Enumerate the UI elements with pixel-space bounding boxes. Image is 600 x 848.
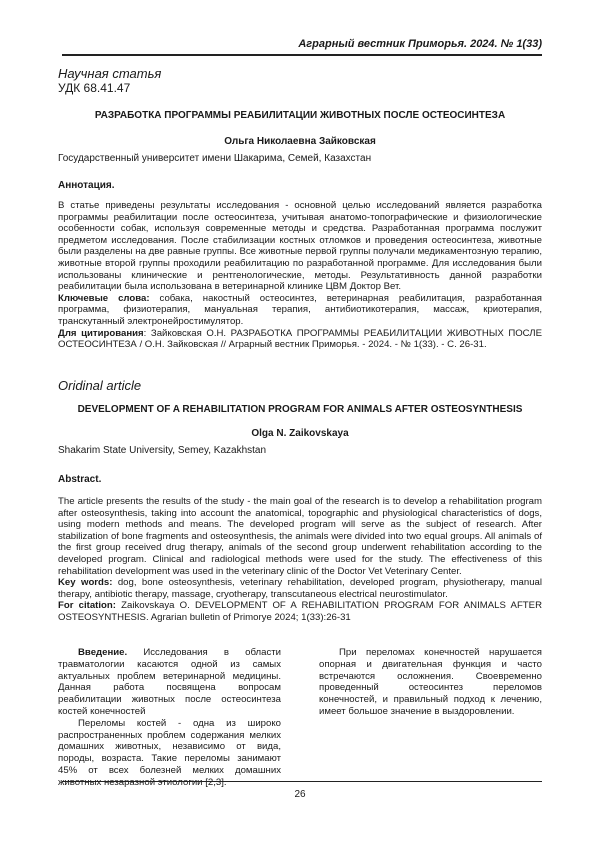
running-header: Аграрный вестник Приморья. 2024. № 1(33): [298, 38, 542, 50]
en-title: DEVELOPMENT OF A REHABILITATION PROGRAM FOR ANIMALS AFTER OSTEOSYNTHESIS: [77, 404, 523, 415]
ru-udc: УДК 68.41.47: [58, 81, 131, 95]
en-abstract-text: The article presents the results of the study - the main goal of the research is to develop a rehabilitation program after osteosynthesis, taking into account the anatomical, topographic and physiological characteristics of dogs, using modern methods and means. The developed program will serve as the subject of research. After stabilization of bone fragments and osteosynthesis, the animals were divided into two equal groups. All animals of the first group received drug therapy, animals of the second group underwent rehabilitation according to the developed program. Clinical and radiological methods were used for the study. The effectiveness of this rehabilitation development was used in the veterinary clinic of the Doctor Vet Veterinary Center.: [58, 496, 542, 577]
ru-affiliation: Государственный университет имени Шакарима, Семей, Казахстан: [58, 153, 372, 164]
ru-meta: [58, 66, 542, 95]
ru-citation-text: : Зайковская О.Н. РАЗРАБОТКА ПРОГРАММЫ РЕАБИЛИТАЦИИ ЖИВОТНЫХ ПОСЛЕ ОСТЕОСИНТЕЗА / О.Н. Зайковская // Аграрный вестник Приморья. - 2024. - № 1(33). - С. 26-31.: [58, 327, 542, 351]
body-column-left: [58, 647, 281, 789]
intro-paragraph: [58, 647, 281, 718]
ru-citation: [58, 328, 542, 351]
en-author: Olga N. Zaikovskaya: [251, 428, 349, 439]
intro-label: Введение.: [78, 647, 128, 658]
ru-abstract-heading: Аннотация.: [58, 180, 115, 191]
en-abstract-heading: Abstract.: [58, 474, 102, 485]
header-rule: [62, 54, 542, 56]
ru-keywords-label: Ключевые слова:: [58, 292, 150, 304]
ru-author: Ольга Николаевна Зайковская: [224, 136, 376, 147]
ru-title: РАЗРАБОТКА ПРОГРАММЫ РЕАБИЛИТАЦИИ ЖИВОТНЫХ ПОСЛЕ ОСТЕОСИНТЕЗА: [94, 110, 506, 121]
ru-abstract: [58, 200, 542, 351]
en-keywords-label: Key words:: [58, 577, 113, 589]
ru-article-type: Научная статья: [58, 66, 162, 81]
ru-abstract-text: В статье приведены результаты исследования - основной целью исследований является разработка программы реабилитации после остеосинтеза, учитывая анатомо-топографические и физиологические особенности собак, используя современные методы и средства. Разработанная программа послужит предметом исследования. После стабилизации костных отломков и проведения остеосинтеза, животные были разделены на две равные группы. Все животные первой группы получали медикаментозную терапию, животные второй группы проходили реабилитацию по разработанной программе. Для исследования были использованы клинические и рентгенологические, методы. Результативность данной разработки реабилитации была использована в ветеринарной клинике ЦВМ Доктор Вет.: [58, 200, 542, 293]
en-abstract: [58, 496, 542, 624]
en-keywords: [58, 577, 542, 600]
ru-keywords: [58, 293, 542, 328]
en-keywords-text: dog, bone osteosynthesis, veterinary rehabilitation, developed program, physiotherapy, manual therapy, antibiotic therapy, massage, cryotherapy, transcutaneous electrical neurostimulator.: [58, 577, 543, 600]
en-article-type: Oridinal article: [58, 378, 142, 393]
complications-paragraph: При переломах конечностей нарушается опорная и двигательная функция и часто встречаются осложнения. Своевременно проведенный остеосинтез переломов конечностей, и правильный подход к лечению, имеет большое значение в выздоровлении.: [319, 647, 542, 717]
en-citation: [58, 600, 542, 623]
intro-text: Исследования в области травматологии касаются одной из самых актуальных проблем ветеринарной медицины. Данная работа посвящена вопросам реабилитации животных после остеосинтеза костей конечностей: [58, 647, 281, 717]
ru-keywords-text: собака, накостный остеосинтез, ветеринарная реабилитация, разработанная программа, физиотерапия, мануальная терапия, антибиотикотерапия, массаж, криотерапия, транскутанный электронейростимулятор.: [58, 292, 542, 327]
fractures-paragraph: Переломы костей - одна из широко распространенных проблем содержания мелких домашних животных, независимо от вида, породы, возраста. Такие переломы занимают 45% от всех болезней мелких домашних животных незаразной этиологии [2,3].: [58, 717, 281, 788]
en-citation-label: For citation:: [58, 600, 116, 612]
ru-citation-label: Для цитирования: [58, 327, 144, 339]
page-number: 26: [294, 789, 306, 800]
en-citation-text: Zaikovskaya O. DEVELOPMENT OF A REHABILITATION PROGRAM FOR ANIMALS AFTER OSTEOSYNTHESIS. Agrarian bulletin of Primorye 2024; 1(33):26-31: [58, 600, 542, 623]
footer-rule: [62, 781, 542, 782]
en-affiliation: Shakarim State University, Semey, Kazakhstan: [58, 445, 267, 456]
body-column-right: [319, 647, 542, 718]
